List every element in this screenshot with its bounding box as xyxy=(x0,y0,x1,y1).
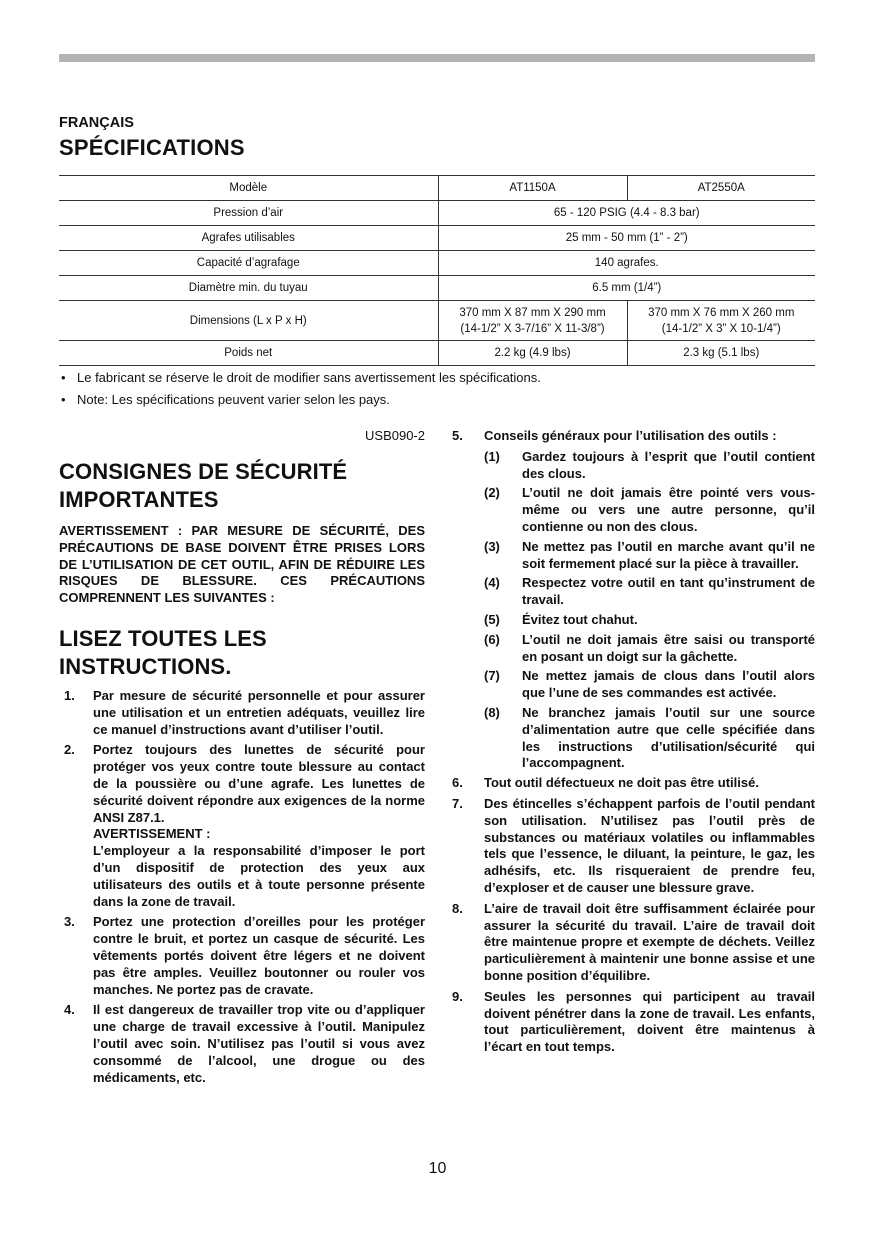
spec-label: Diamètre min. du tuyau xyxy=(59,276,438,301)
item-text: Par mesure de sécurité personnelle et pour assurer une utilisation et un entretien adéquats, veuillez lire ce manuel d’instructions avant d’utiliser l’outil. xyxy=(93,687,425,737)
right-column xyxy=(452,428,815,1060)
sub-item-text: Évitez tout chahut. xyxy=(522,611,638,627)
list-item xyxy=(59,914,425,998)
language-label: FRANÇAIS xyxy=(59,115,134,131)
item-number: 9. xyxy=(452,988,463,1004)
item-number: 7. xyxy=(452,795,463,811)
page-number: 10 xyxy=(428,1160,447,1177)
sub-item xyxy=(452,668,815,702)
table-row-weight xyxy=(59,341,815,366)
sub-item-number: (7) xyxy=(484,668,500,684)
list-item xyxy=(452,796,815,897)
sub-item xyxy=(452,539,815,573)
item-text: Il est dangereux de travailler trop vite ou d’appliquer une charge de travail excessive à l’outil. Manipulez l’outil avec soin. N’utilisez pas l’outil si vous avez consommé de l’alcool, une drogue ou des médicaments, etc. xyxy=(93,1002,425,1085)
list-item xyxy=(452,428,815,445)
item-text: Tout outil défectueux ne doit pas être utilisé. xyxy=(484,775,759,791)
note-item: • Note: Les spécifications peuvent varier selon les pays. xyxy=(59,392,815,408)
dimension-metric: 370 mm X 87 mm X 290 mm xyxy=(459,306,606,319)
sub-item xyxy=(452,705,815,772)
sub-item-number: (4) xyxy=(484,575,500,591)
table-row-dimensions xyxy=(59,301,815,341)
safety-heading-line: IMPORTANTES xyxy=(59,487,219,512)
list-item xyxy=(59,742,425,910)
spec-value-at2550a: 2.3 kg (5.1 lbs) xyxy=(627,341,815,366)
spec-label: Poids net xyxy=(59,341,438,366)
item-number: 4. xyxy=(64,1002,75,1018)
item-number: 1. xyxy=(64,687,75,703)
sub-item-text: Ne mettez jamais de clous dans l’outil alors que l’une de ses commandes est activée. xyxy=(522,668,815,701)
spec-value: 6.5 mm (1/4”) xyxy=(438,276,815,301)
spec-value: 140 agrafes. xyxy=(438,251,815,276)
list-item xyxy=(59,1002,425,1086)
specifications-title: SPÉCIFICATIONS xyxy=(59,135,245,160)
item-warning-text: L’employeur a la responsabilité d’imposer le port d’un dispositif de protection des yeux aux utilisateurs des outils et à toute personne présente dans la zone de travail. xyxy=(93,843,425,909)
spec-value-at1150a: 2.2 kg (4.9 lbs) xyxy=(438,341,627,366)
sub-item-text: L’outil ne doit jamais être saisi ou transporté en posant un doigt sur la gâchette. xyxy=(522,631,815,664)
sub-item-text: Ne branchez jamais l’outil sur une source d’alimentation autre que celle spécifiée dans les instructions d’utilisation/sécurité qui l’accompagnent. xyxy=(522,704,815,771)
table-row-capacity xyxy=(59,251,815,276)
spec-value-at2550a xyxy=(627,301,815,341)
table-row-model xyxy=(59,176,815,201)
spec-value: 65 - 120 PSIG (4.4 - 8.3 bar) xyxy=(438,201,815,226)
item-text: Portez une protection d’oreilles pour les protéger contre le bruit, et portez un casque de sécurité. Les vêtements portés doivent être légers et ne doivent pas être amples. Veuillez boutonner ou rouler vos manches. Ne portez pas de cravate. xyxy=(93,914,425,997)
header-rule xyxy=(59,54,815,62)
safety-heading xyxy=(59,458,425,514)
sub-item-number: (6) xyxy=(484,631,500,647)
item-number: 6. xyxy=(452,775,463,791)
read-heading-line: INSTRUCTIONS. xyxy=(59,653,232,679)
spec-label: Pression d’air xyxy=(59,201,438,226)
spec-label: Agrafes utilisables xyxy=(59,226,438,251)
item-text: Conseils généraux pour l’utilisation des outils : xyxy=(484,428,777,443)
document-code: USB090-2 xyxy=(365,428,425,443)
read-heading-line: LISEZ TOUTES LES xyxy=(59,625,267,651)
sub-item-number: (5) xyxy=(484,611,500,627)
spec-value-at1150a xyxy=(438,301,627,341)
item-text: Seules les personnes qui participent au travail doivent pénétrer dans la zone de travail. Les enfants, tout particulièrement, doivent être maintenus à l’écart en tout temps. xyxy=(484,988,815,1055)
list-item xyxy=(59,688,425,738)
item-text: L’aire de travail doit être suffisamment éclairée pour assurer la sécurité du travail. L’aire de travail doit être maintenue propre et exempte de déchets. Veillez particulièrement à maintenir une bonne assise et une bonne position d’équilibre. xyxy=(484,900,815,983)
read-instructions-heading xyxy=(59,625,425,681)
item-number: 8. xyxy=(452,900,463,916)
table-row-staples xyxy=(59,226,815,251)
item-number: 3. xyxy=(64,914,75,930)
dimension-imperial: (14-1/2” X 3-7/16” X 11-3/8”) xyxy=(460,322,605,335)
sub-item xyxy=(452,449,815,483)
warning-paragraph: AVERTISSEMENT : PAR MESURE DE SÉCURITÉ, DES PRÉCAUTIONS DE BASE DOIVENT ÊTRE PRISES LORS DE L’UTILISATION DE CET OUTIL, AFIN DE RÉDUIRE LES RISQUES DE BLESSURE. CES PRÉCAUTIONS COMPRENNENT LES SUIVANTES : xyxy=(59,523,425,606)
sub-item xyxy=(452,485,815,535)
spec-label: Capacité d’agrafage xyxy=(59,251,438,276)
sub-item-number: (3) xyxy=(484,538,500,554)
sub-item-text: L’outil ne doit jamais être pointé vers vous-même ou vers une autre personne, qu’il contienne ou non des clous. xyxy=(522,485,815,534)
table-row-hose xyxy=(59,276,815,301)
sub-item xyxy=(452,575,815,609)
sub-item xyxy=(452,612,815,629)
sub-item-number: (2) xyxy=(484,485,500,501)
safety-heading-line: CONSIGNES DE SÉCURITÉ xyxy=(59,459,348,484)
list-item xyxy=(452,989,815,1056)
model-at1150a: AT1150A xyxy=(438,176,627,201)
note-item: • Le fabricant se réserve le droit de modifier sans avertissement les spécifications. xyxy=(59,370,815,386)
sub-item-text: Ne mettez pas l’outil en marche avant qu’il ne soit fermement placé sur la pièce à travailler. xyxy=(522,538,815,571)
left-column xyxy=(59,428,425,1090)
spec-label: Dimensions (L x P x H) xyxy=(59,301,438,341)
sub-item-number: (1) xyxy=(484,448,500,464)
item-text: Des étincelles s’échappent parfois de l’outil pendant son utilisation. N’utilisez pas l’outil près de substances ou matériaux volatiles ou inflammables tels que l’essence, le diluant, la peinture, le gaz, les adhésifs, etc. Ils risqueraient de prendre feu, d’exploser et de causer une blessure grave. xyxy=(484,795,815,895)
sub-item-text: Gardez toujours à l’esprit que l’outil contient des clous. xyxy=(522,448,815,481)
list-item xyxy=(452,775,815,792)
specifications-table xyxy=(59,175,815,366)
spec-value: 25 mm - 50 mm (1” - 2”) xyxy=(438,226,815,251)
item-number: 2. xyxy=(64,742,75,758)
list-item xyxy=(452,901,815,985)
table-row-air-pressure xyxy=(59,201,815,226)
item-text: Portez toujours des lunettes de sécurité pour protéger vos yeux contre toute blessure au contact de la poussière ou d’une agrafe. Les lunettes de sécurité doivent répondre aux exigences de la norme ANSI Z87.1. xyxy=(93,742,425,825)
item-warning-label: AVERTISSEMENT : xyxy=(93,826,211,842)
model-at2550a: AT2550A xyxy=(627,176,815,201)
spec-notes xyxy=(59,370,815,414)
sub-item-number: (8) xyxy=(484,704,500,720)
spec-label: Modèle xyxy=(59,176,438,201)
dimension-imperial: (14-1/2” X 3” X 10-1/4”) xyxy=(661,322,781,335)
item-number: 5. xyxy=(452,428,463,443)
sub-item xyxy=(452,632,815,666)
dimension-metric: 370 mm X 76 mm X 260 mm xyxy=(648,306,795,319)
sub-item-text: Respectez votre outil en tant qu’instrument de travail. xyxy=(522,575,815,608)
